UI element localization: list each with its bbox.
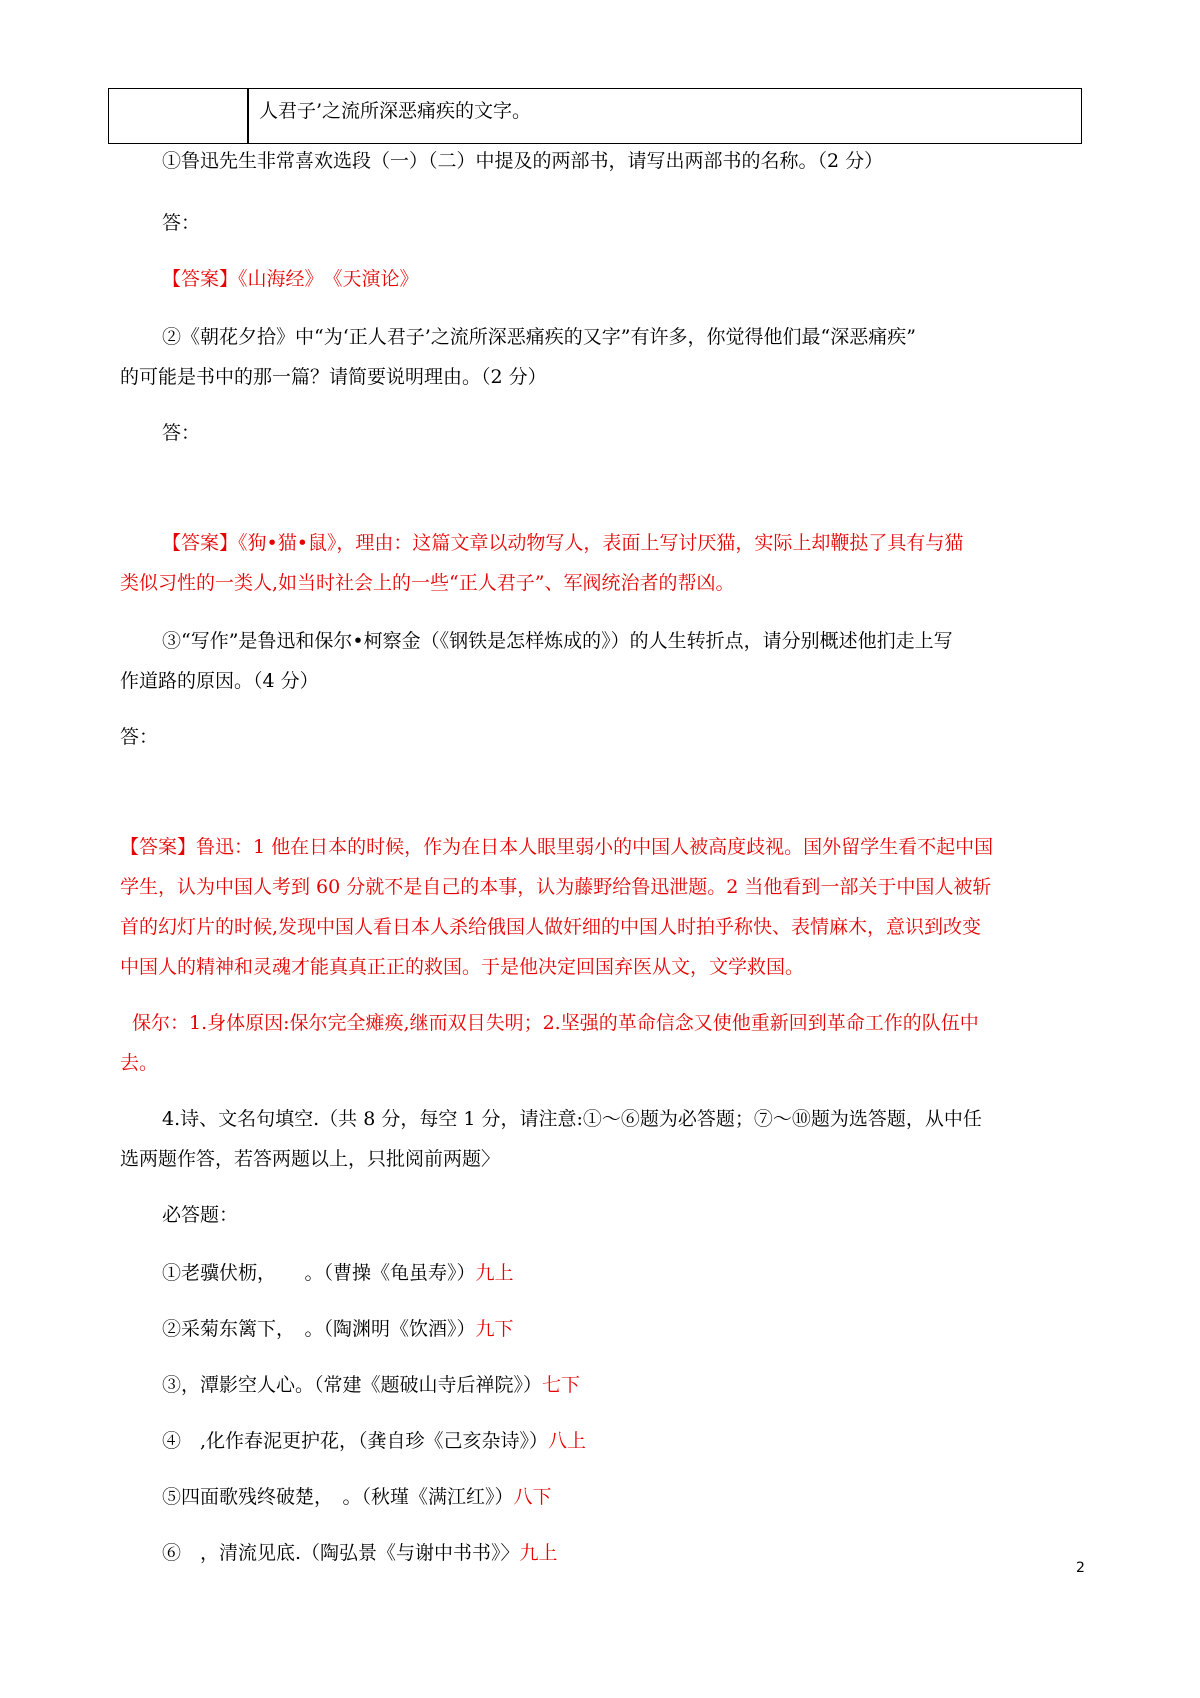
grade-tag: 九下	[475, 1318, 514, 1340]
fill-item-text: ④ ,化作春泥更护花，（龚自珍《己亥杂诗》）	[162, 1430, 549, 1452]
paul-answer-line-2: 去。	[120, 1052, 159, 1074]
answer-label-3: 答：	[120, 726, 159, 748]
answer-2-line-1: 【答案】《狗•猫•鼠》，理由：这篇文章以动物写人，表面上写讨厌猫，实际上却鞭挞了具有与猫	[162, 532, 964, 554]
fill-item-text: ①老骥伏枥， 。（曹操《龟虽寿》）	[162, 1262, 476, 1284]
grade-tag: 八上	[548, 1430, 587, 1452]
fill-item-6	[162, 1538, 558, 1568]
answer-3-line-1: 【答案】鲁迅：1 他在日本的时候，作为在日本人眼里弱小的中国人被高度歧视。国外留学生看不起中国	[120, 836, 994, 858]
fill-item-5	[162, 1482, 552, 1512]
grade-tag: 八下	[513, 1486, 552, 1508]
fill-item-text: ②采菊东篱下， 。（陶渊明《饮酒》）	[162, 1318, 476, 1340]
answer-3-line-2: 学生，认为中国人考到 60 分就不是自己的本事，认为藤野给鲁迅泄题。2 当他看到一部关于中国人被斩	[120, 876, 992, 898]
question-4-line-1: 4.诗、文名句填空.（共 8 分，每空 1 分，请注意:①～⑥题为必答题；⑦～⑩题为选答题，从中任	[162, 1108, 982, 1130]
table-divider	[247, 89, 249, 143]
paul-answer-line-1: 保尔：1.身体原因:保尔完全瘫痪,继而双目失明；2.坚强的革命信念又使他重新回到革命工作的队伍中	[132, 1012, 979, 1034]
grade-tag: 九上	[519, 1542, 558, 1564]
answer-3-line-4: 中国人的精神和灵魂才能真真正正的救国。于是他决定回国弃医从文，文学救国。	[120, 956, 805, 978]
question-3-line-1: ③“写作”是鲁迅和保尔•柯察金（《钢铁是怎样炼成的》）的人生转折点，请分别概述他扪走上写	[162, 630, 953, 652]
grade-tag: 九上	[475, 1262, 514, 1284]
answer-1: 【答案】《山海经》 《天演论》	[162, 268, 419, 290]
fill-item-1	[162, 1258, 514, 1288]
table-cell-text: 人君子’之流所深恶痛疾的文字。	[259, 100, 532, 122]
fill-item-4	[162, 1426, 586, 1456]
answer-label-1: 答：	[162, 212, 201, 234]
fill-item-text: ⑤四面歌残终破楚， 。（秋瑾《满江红》）	[162, 1486, 514, 1508]
fill-item-3	[162, 1370, 580, 1400]
question-2-line-2: 的可能是书中的那一篇？请简要说明理由。（2 分）	[120, 366, 547, 388]
question-3-line-2: 作道路的原因。（4 分）	[120, 670, 319, 692]
required-label: 必答题：	[162, 1204, 239, 1226]
answer-label-2: 答：	[162, 422, 201, 444]
header-table	[108, 88, 1082, 144]
fill-item-text: ③，潭影空人心。（常建《题破山寺后禅院》）	[162, 1374, 543, 1396]
fill-item-2	[162, 1314, 514, 1344]
question-2-line-1: ②《朝花夕拾》中“为‘正人君子’之流所深恶痛疾的又字”有许多，你觉得他们最“深恶痛疾”	[162, 326, 916, 348]
question-1: ①鲁迅先生非常喜欢选段（一）（二）中提及的两部书，请写出两部书的名称。（2 分）	[162, 150, 884, 172]
answer-3-line-3: 首的幻灯片的时候,发现中国人看日本人杀给俄国人做奸细的中国人时拍乎称快、表情麻木，意识到改变	[120, 916, 982, 938]
page-number: 2	[1076, 1560, 1085, 1576]
fill-item-text: ⑥ ，清流见底.（陶弘景《与谢中书书》〉	[162, 1542, 520, 1564]
question-4-line-2: 选两题作答，若答两题以上，只批阅前两题〉	[120, 1148, 501, 1170]
answer-2-line-2: 类似习性的一类人,如当时社会上的一些“正人君子”、军阀统治者的帮凶。	[120, 572, 735, 594]
grade-tag: 七下	[542, 1374, 581, 1396]
